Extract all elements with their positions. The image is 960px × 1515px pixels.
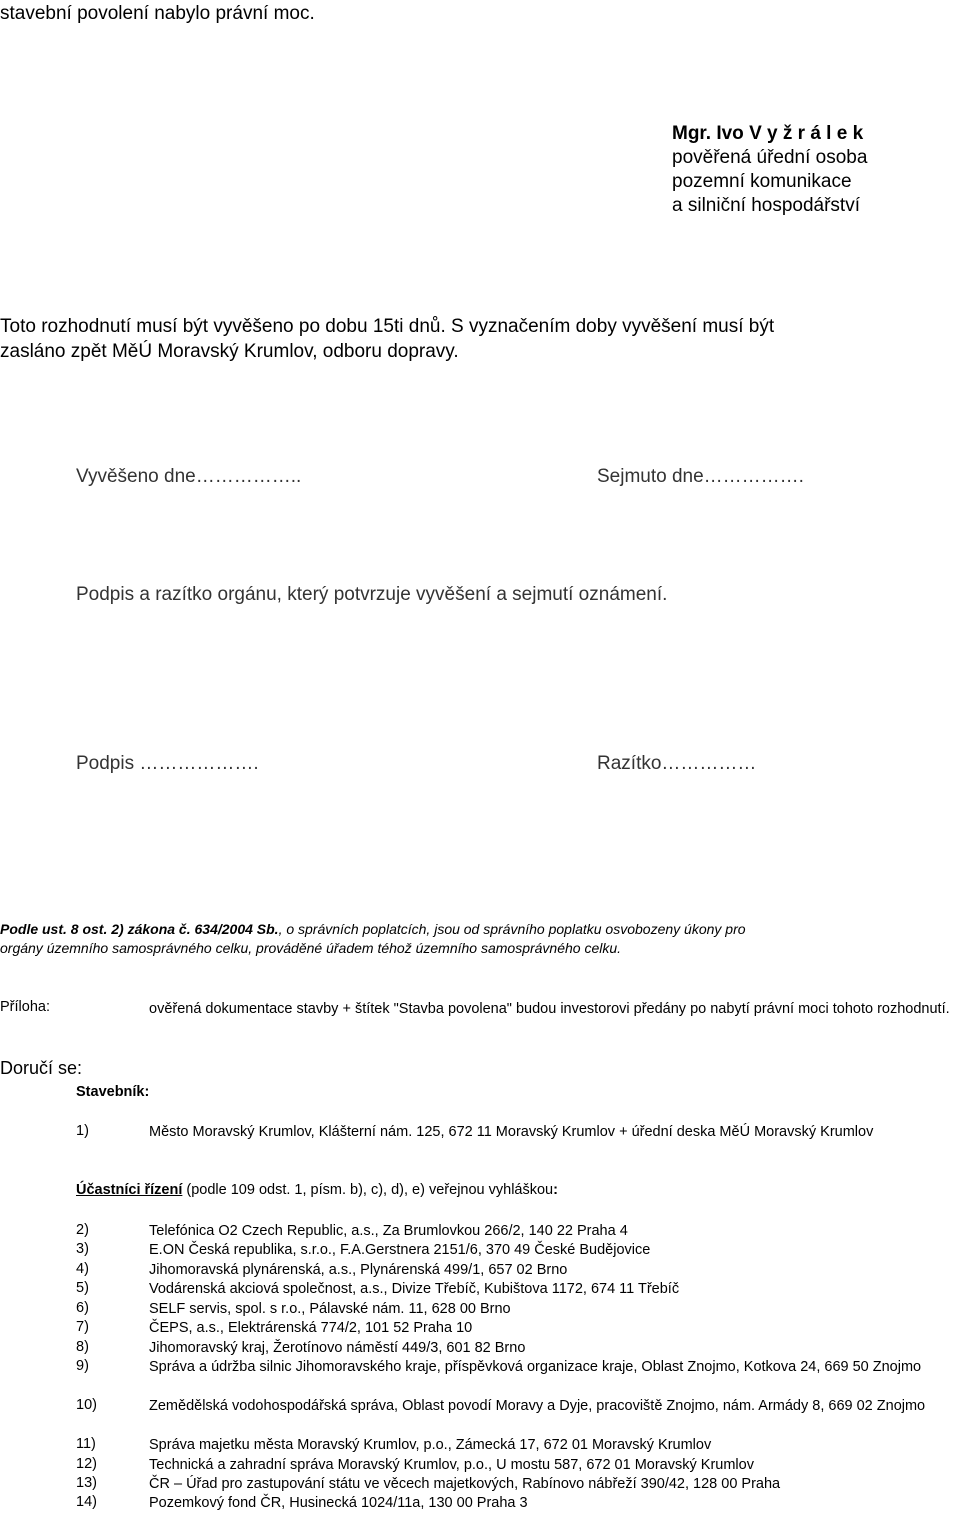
legal-note-citation: Podle ust. 8 ost. 2) zákona č. 634/2004 Sb.: [0, 921, 279, 937]
participants-heading-label: Účastníci řízení: [76, 1182, 183, 1198]
participant-text: ČR – Úřad pro zastupování státu ve věcech majetkových, Rabínovo nábřeží 390/42, 128 00 Praha: [149, 1476, 781, 1492]
participant-number: 7): [76, 1319, 89, 1335]
official-role-line3: a silniční hospodářství: [672, 195, 860, 216]
official-name: Mgr. Ivo V y ž r á l e k: [672, 123, 864, 144]
participant-text: SELF servis, spol. s r.o., Pálavské nám. 11, 628 00 Brno: [149, 1301, 511, 1317]
participant-number: 9): [76, 1358, 89, 1374]
participant-number: 6): [76, 1300, 89, 1316]
participant-text: Technická a zahradní správa Moravský Krumlov, p.o., U mostu 587, 672 01 Moravský Krumlov: [149, 1457, 754, 1473]
participants-heading: [76, 1182, 558, 1198]
participant-text: Správa a údržba silnic Jihomoravského kraje, příspěvková organizace kraje, Oblast Znojmo, Kotkova 24, 669 50 Znojmo: [149, 1359, 922, 1375]
participant-number: 11): [76, 1436, 96, 1452]
participant-text: Pozemkový fond ČR, Husinecká 1024/11a, 130 00 Praha 3: [149, 1495, 528, 1511]
attachment-label: Příloha:: [0, 999, 50, 1015]
delivery-heading: Doručí se:: [0, 1058, 83, 1078]
signature-note: Podpis a razítko orgánu, který potvrzuje vyvěšení a sejmutí oznámení.: [76, 584, 668, 605]
participant-number: 12): [76, 1456, 97, 1472]
builder-item-number: 1): [76, 1123, 89, 1139]
participant-text: Správa majetku města Moravský Krumlov, p.o., Zámecká 17, 672 01 Moravský Krumlov: [149, 1437, 712, 1453]
notice-line2: zasláno zpět MěÚ Moravský Krumlov, odboru dopravy.: [0, 341, 459, 362]
removed-date-field: Sejmuto dne…………….: [597, 466, 804, 487]
top-line: stavební povolení nabylo právní moc.: [0, 3, 315, 24]
participant-number: 8): [76, 1339, 89, 1355]
participants-heading-note: (podle 109 odst. 1, písm. b), c), d), e) veřejnou vyhláškou: [182, 1182, 554, 1198]
attachment-text: ověřená dokumentace stavby + štítek "Stavba povolena" budou investorovi předány po nabytí právní moci tohoto rozhodnutí.: [149, 1001, 950, 1017]
participant-text: Zemědělská vodohospodářská správa, Oblast povodí Moravy a Dyje, pracoviště Znojmo, nám. Armády 8, 669 02 Znojmo: [149, 1398, 926, 1414]
builder-item-text: Město Moravský Krumlov, Klášterní nám. 125, 672 11 Moravský Krumlov + úřední deska MěÚ Moravský Krumlov: [149, 1124, 874, 1140]
participant-number: 14): [76, 1494, 97, 1510]
legal-note-line2: orgány územního samosprávného celku, prováděné úřadem téhož územního samosprávného celku.: [0, 940, 622, 956]
participants-heading-colon: :: [553, 1182, 558, 1198]
participant-text: Jihomoravská plynárenská, a.s., Plynárenská 499/1, 657 02 Brno: [149, 1262, 568, 1278]
official-role-line2: pozemní komunikace: [672, 171, 852, 192]
stamp-field: Razítko……………: [597, 753, 757, 774]
participant-number: 5): [76, 1280, 89, 1296]
participant-number: 3): [76, 1241, 89, 1257]
participant-text: Vodárenská akciová společnost, a.s., Divize Třebíč, Kubištova 1172, 674 11 Třebíč: [149, 1281, 680, 1297]
official-role-line1: pověřená úřední osoba: [672, 147, 868, 168]
posted-date-field: Vyvěšeno dne……………..: [76, 466, 302, 487]
participant-text: E.ON Česká republika, s.r.o., F.A.Gerstnera 2151/6, 370 49 České Budějovice: [149, 1242, 651, 1258]
legal-note-text: , o správních poplatcích, jsou od správního poplatku osvobozeny úkony pro: [278, 921, 746, 937]
participant-number: 2): [76, 1222, 89, 1238]
notice-line1: Toto rozhodnutí musí být vyvěšeno po dobu 15ti dnů. S vyznačením doby vyvěšení musí být: [0, 316, 775, 337]
participant-text: Jihomoravský kraj, Žerotínovo náměstí 449/3, 601 82 Brno: [149, 1340, 526, 1356]
signature-field: Podpis ……………….: [76, 753, 259, 774]
participant-text: Telefónica O2 Czech Republic, a.s., Za Brumlovkou 266/2, 140 22 Praha 4: [149, 1223, 628, 1239]
legal-note-line1: [0, 921, 746, 937]
participant-number: 10): [76, 1397, 97, 1413]
participant-text: ČEPS, a.s., Elektrárenská 774/2, 101 52 Praha 10: [149, 1320, 473, 1336]
builder-heading: Stavebník:: [76, 1084, 150, 1100]
participant-number: 13): [76, 1475, 97, 1491]
participant-number: 4): [76, 1261, 89, 1277]
